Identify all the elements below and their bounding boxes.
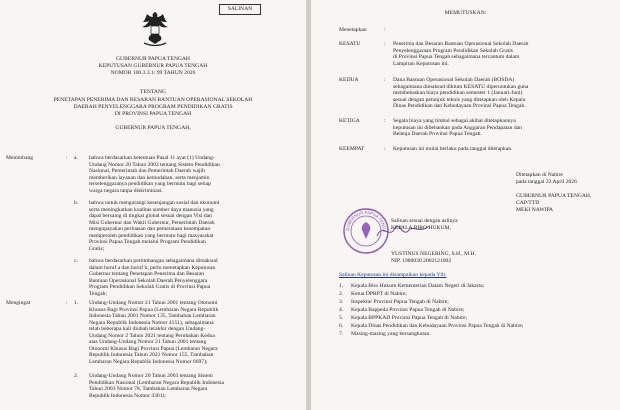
mengingat-1-line: telah beberapa kali diubah terakhir dengan Undang- bbox=[89, 326, 206, 332]
decree-type: KEPUTUSAN GUBERNUR PAPUA TENGAH bbox=[98, 63, 208, 69]
list-item-number: 2. bbox=[339, 291, 344, 297]
menimbang-label: Menimbang bbox=[6, 155, 34, 161]
left-page bbox=[0, 0, 306, 410]
mengingat-1-line: Otonomi Khusus Bagi Provinsi Papua (Lembaran Negara bbox=[89, 345, 218, 352]
clause-label: KETIGA bbox=[339, 118, 360, 124]
gov-title: GUBERNUR PAPUA TENGAH bbox=[116, 56, 190, 62]
colon: : bbox=[384, 41, 386, 47]
signature-date: pada tanggal 23 April 2026 bbox=[516, 179, 577, 185]
menimbang-c-line: dalam huruf a dan huruf b, perlu menetapkan Keputusan bbox=[89, 264, 216, 271]
list-item-number: 4. bbox=[339, 307, 344, 313]
clause-line: sesuai dengan petunjuk teknis yang ditetapkan oleh Kepala bbox=[393, 96, 526, 103]
item-letter: c. bbox=[74, 258, 78, 264]
subject-line: DAERAH PENYELENGGARA PROGRAM PENDIDIKAN GRATIS bbox=[73, 104, 233, 110]
governor-line: GUBERNUR PAPUA TENGAH, bbox=[115, 125, 191, 131]
attest-nip: NIP. 1980030 2002121002 bbox=[391, 258, 452, 264]
clause-line: Belanja Daerah Provinsi Papua Tengah. bbox=[393, 131, 482, 137]
item-letter: a. bbox=[74, 155, 78, 161]
stamp-text: GUBERNUR PAPUA TENGA bbox=[344, 209, 388, 233]
list-item-number: 3. bbox=[339, 299, 344, 305]
item-number: 2. bbox=[74, 373, 79, 379]
menetapkan-label: Menetapkan bbox=[339, 27, 367, 33]
list-item: Kepala Bappeda Provinsi Papua Tengah di Nabire; bbox=[351, 307, 465, 313]
signature-place: Ditetapkan di Nabire bbox=[516, 172, 563, 178]
attest-name: YUSTINUS NEGERING, S.H., M.H. bbox=[391, 251, 476, 257]
signature-cap: CAP/TTD bbox=[516, 200, 540, 206]
colon: : bbox=[66, 300, 68, 306]
mengingat-1-line: Lembaran Negara Republik Indonesia Nomor 6697); bbox=[89, 358, 208, 365]
right-page bbox=[311, 0, 620, 410]
item-letter: b. bbox=[74, 200, 79, 206]
decision-title: MEMUTUSKAN: bbox=[444, 10, 487, 16]
menimbang-b-line: Misi Gubernur dan Wakil Gubernur, Pemerintah Daerah bbox=[89, 219, 215, 226]
list-item: Masing-masing yang bersangkutan. bbox=[351, 331, 431, 337]
colon: : bbox=[384, 146, 386, 152]
mengingat-1-line: Khusus Bagi Provinsi Papua (Lembaran Negara Republik bbox=[89, 306, 219, 313]
clause-line: Penyelenggaraan Program Pendidikan Sekolah Gratis bbox=[393, 47, 513, 54]
mengingat-1-line: Negara Republik Indonesia Nomor 4151), sebagaimana bbox=[89, 319, 214, 326]
menimbang-b-line: bahwa untuk mengurangi kesenjangan sosial dan ekonomi bbox=[89, 200, 220, 206]
item-number: 1. bbox=[74, 300, 79, 306]
menimbang-a-line: bahwa berdasarkan ketentuan Pasal 11 ayat (1) Undang- bbox=[89, 155, 215, 161]
menimbang-c-line: bahwa berdasarkan pertimbangan sebagaimana dimaksud bbox=[89, 258, 218, 264]
subject-line: PENETAPAN PENERIMA DAN BESARAN BANTUAN OPERASIONAL SEKOLAH bbox=[53, 97, 253, 103]
colon: : bbox=[384, 118, 386, 124]
menimbang-b-line: serta meningkatkan kualitas sumber daya manusia yang bbox=[89, 206, 214, 213]
attest-line: Salinan sesuai dengan aslinya bbox=[391, 218, 458, 224]
garuda-emblem-icon bbox=[138, 8, 172, 48]
decree-number: NOMOR 100.3.3.1/ 99 TAHUN 2026 bbox=[110, 70, 196, 76]
signature-title: GUBERNUR PAPUA TENGAH, bbox=[516, 193, 592, 199]
menimbang-a-line: warga negara tanpa diskriminasi. bbox=[89, 187, 163, 194]
menimbang-b-line: dapat bersaing di tingkat global sesuai dengan Visi dan bbox=[89, 213, 212, 219]
colon: : bbox=[384, 77, 386, 83]
clause-line: Dana Bantuan Operasional Sekolah Daerah (BOSDA) bbox=[393, 77, 515, 83]
menimbang-b-line: Gratis; bbox=[89, 245, 105, 252]
clause-line: Dinas Pendidikan dan Kebudayaan Provinsi Papua Tengah. bbox=[393, 103, 526, 109]
clause-line: di Provinsi Papua Tengah sebagaimana tercantum dalam bbox=[393, 54, 520, 60]
clause-label: KESATU bbox=[339, 41, 361, 47]
list-item-number: 6. bbox=[339, 323, 344, 329]
menimbang-b-line: Provinsi Papua Tengah melalui Program Pendidikan bbox=[89, 239, 206, 245]
mengingat-2-line: Tahun 2003 Nomor 78, Tambahan Lembaran Negara bbox=[89, 386, 208, 392]
list-item-number: 1. bbox=[339, 283, 344, 289]
mengingat-1-line: Indonesia Tahun 2001 Nomor 135, Tambahan Lembaran bbox=[89, 313, 216, 319]
menimbang-a-line: terselenggaranya pendidikan yang bermutu bagi setiap bbox=[89, 181, 211, 187]
mengingat-2-line: Republik Indonesia Nomor 4301); bbox=[89, 392, 166, 399]
tentang-label: TENTANG bbox=[140, 89, 166, 95]
clause-label: KEDUA bbox=[339, 77, 359, 83]
list-item-number: 7. bbox=[339, 331, 344, 337]
colon: : bbox=[384, 27, 386, 33]
mengingat-1-line: atas Undang-Undang Nomor 21 Tahun 2001 tentang bbox=[89, 339, 207, 345]
clause-line: Penerima dan Besaran Bantuan Operasional Sekolah Daerah bbox=[393, 41, 529, 47]
clause-line: Keputusan ini mulai berlaku pada tanggal ditetapkan. bbox=[393, 146, 513, 152]
list-item: Kepala BPPKAD Provinsi Papua Tengah di Nabire; bbox=[351, 315, 468, 321]
clause-line: keputusan ini dibebankan pada Anggaran Pendapatan dan bbox=[393, 124, 522, 131]
list-item: Ketua DPRPT di Nabire; bbox=[351, 291, 407, 297]
list-item: Kepala Dinas Pendidikan dan Kebudayaan Provinsi Papua Tengah di Nabire; bbox=[351, 323, 524, 329]
menimbang-c-line: Gubernur tentang Penetapan Penerima dan Besaran bbox=[89, 271, 205, 277]
menimbang-c-line: Tengah; bbox=[89, 290, 107, 297]
mengingat-2-line: Pendidikan Nasional (Lembaran Negara Republik Indonesia bbox=[89, 379, 224, 386]
salinan-heading: Salinan Keputusan ini disampaikan kepada Yth: bbox=[339, 272, 447, 278]
list-item-number: 5. bbox=[339, 315, 344, 321]
salinan-box: SALINAN bbox=[219, 4, 261, 15]
mengingat-1-line: Undang Nomor 2 Tahun 2021 tentang Perubahan Kedua bbox=[89, 332, 215, 339]
menimbang-a-line: Undang Nomor 20 Tahun 2003 tentang Sistem Pendidikan bbox=[89, 161, 220, 168]
list-item: Kepala Biro Hukum Kementerian Dalam Negeri di Jakarta; bbox=[351, 283, 485, 289]
mengingat-1-line: Undang-Undang Nomor 21 Tahun 2001 tentang Otonomi bbox=[89, 300, 218, 306]
menimbang-a-line: Nasional, Pemerintah dan Pemerintah Daerah wajib bbox=[89, 168, 205, 174]
clause-line: Segala biaya yang timbul sebagai akibat ditetapkannya bbox=[393, 118, 516, 124]
attest-title: KEPALA BIRO HUKUM, bbox=[391, 225, 451, 231]
subject-line: DI PROVINSI PAPUA TENGAH bbox=[114, 111, 192, 117]
menimbang-b-line: memperoleh pendidikan yang bermutu bagi masyarakat bbox=[89, 232, 214, 239]
colon: : bbox=[66, 155, 68, 161]
clause-label: KEEMPAT bbox=[339, 146, 365, 152]
menimbang-c-line: Bantuan Operasional Sekolah Daerah Penyelenggara bbox=[89, 277, 208, 284]
menimbang-b-line: mengupayakan perluasan dan pemerataan kesempatan bbox=[89, 226, 211, 232]
clause-line: membebaskan biaya pendidikan semester 1 (Januari-Juni) bbox=[393, 90, 523, 96]
list-item: Inspektur Provinsi Papua Tengah di Nabire; bbox=[351, 299, 449, 305]
mengingat-2-line: Undang-Undang Nomor 20 Tahun 2003 tentang Sistem bbox=[89, 373, 213, 379]
menimbang-a-line: memberikan layanan dan kemudahan, serta menjamin bbox=[89, 174, 210, 181]
clause-line: sebagaimana dimaksud diktum KESATU diperuntukan guna bbox=[393, 83, 529, 90]
menimbang-c-line: Program Pendidikan Sekolah Gratis di Provinsi Papua bbox=[89, 284, 211, 290]
mengingat-1-line: Republik Indonesia Tahun 2021 Nomor 155, Tambahan bbox=[89, 352, 214, 358]
mengingat-label: Mengingat bbox=[6, 300, 31, 306]
signature-name: MEKI NAWIPA bbox=[516, 207, 554, 213]
clause-line: Lampiran Keputusan ini. bbox=[393, 60, 449, 67]
